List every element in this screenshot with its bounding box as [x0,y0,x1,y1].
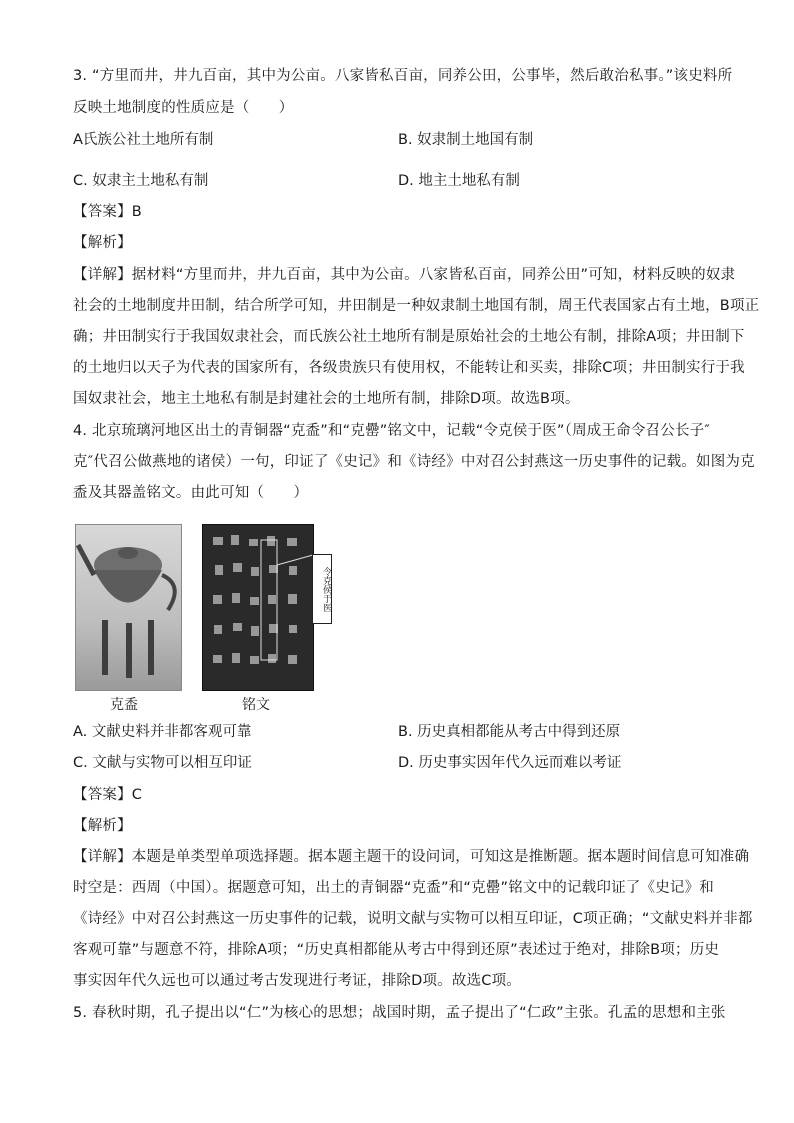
q4-analysis-heading: 【解析】 [73,818,132,834]
bronze-vessel-image [75,524,182,691]
q4-option-a: A. 文献史料并非都客观可靠 [73,724,252,740]
q4-detail-line: 《诗经》中对召公封燕这一历史事件的记载，说明文献与实物可以相互印证，C项正确；“文献史料并非都 [73,911,753,927]
q4-stem-line: 4. 北京琉璃河地区出土的青铜器“克盉”和“克罍”铭文中，记载“令克侯于医”（周成王命令召公长子″ [73,423,710,439]
q3-detail-line: 确；井田制实行于我国奴隶社会，而氏族公社土地所有制是原始社会的土地公有制，排除A项；井田制下 [73,329,745,345]
q4-detail-line: 【详解】本题是单类型单项选择题。据本题主题干的设问词，可知这是推断题。据本题时间信息可知准确 [73,849,750,865]
q4-detail-line: 时空是：西周（中国）。据题意可知，出土的青铜器“克盉”和“克罍”铭文中的记载印证了《史记》和 [73,880,714,896]
q3-option-a: A氏族公社土地所有制 [73,132,214,148]
q4-detail-line: 客观可靠”与题意不符，排除A项；“历史真相都能从考古中得到还原”表述过于绝对，排除B项；历史 [73,942,720,958]
q3-stem-line1: 3. “方里而井，井九百亩，其中为公亩。八家皆私百亩，同养公田，公事毕，然后敢治私事。”该史料所 [73,68,733,84]
q3-option-b: B. 奴隶制土地国有制 [398,132,534,148]
q3-answer: 【答案】B [73,204,142,220]
q4-option-d: D. 历史事实因年代久远而难以考证 [398,755,622,771]
q3-option-d: D. 地主土地私有制 [398,173,520,189]
q3-option-c: C. 奴隶主土地私有制 [73,173,209,189]
q4-answer: 【答案】C [73,787,143,803]
q3-analysis-heading: 【解析】 [73,235,132,251]
inscription-label: 令克侯于医 [312,554,332,624]
q4-detail-line: 事实因年代久远也可以通过考古发现进行考证，排除D项。故选C项。 [73,973,521,989]
inscription-caption: 铭文 [242,697,270,713]
q4-stem-line: 盉及其器盖铭文。由此可知（ ） [73,485,309,501]
q3-detail-line: 【详解】据材料“方里而井，井九百亩，其中为公亩。八家皆私百亩，同养公田”可知，材料反映的奴隶 [73,267,736,283]
inscription-rubbing-image [202,524,314,691]
q4-figure [75,524,331,714]
q4-stem-line: 克″代召公做燕地的诸侯）一句，印证了《史记》和《诗经》中对召公封燕这一历史事件的记载。如图为克 [73,454,755,470]
q3-stem-line2: 反映土地制度的性质应是（ ） [73,100,294,116]
q3-detail-line: 国奴隶社会，地主土地私有制是封建社会的土地所有制，排除D项。故选B项。 [73,391,580,407]
q5-stem-line1: 5. 春秋时期，孔子提出以“仁”为核心的思想；战国时期，孟子提出了“仁政”主张。孔孟的思想和主张 [73,1005,726,1021]
q4-option-b: B. 历史真相都能从考古中得到还原 [398,724,621,740]
q3-detail-line: 的土地归以天子为代表的国家所有，各级贵族只有使用权，不能转让和买卖，排除C项；井田制实行于我 [73,360,745,376]
q4-option-c: C. 文献与实物可以相互印证 [73,755,252,771]
vessel-caption: 克盉 [110,697,138,713]
q3-detail-line: 社会的土地制度井田制，结合所学可知，井田制是一种奴隶制土地国有制，周王代表国家占有土地，B项正 [73,298,760,314]
